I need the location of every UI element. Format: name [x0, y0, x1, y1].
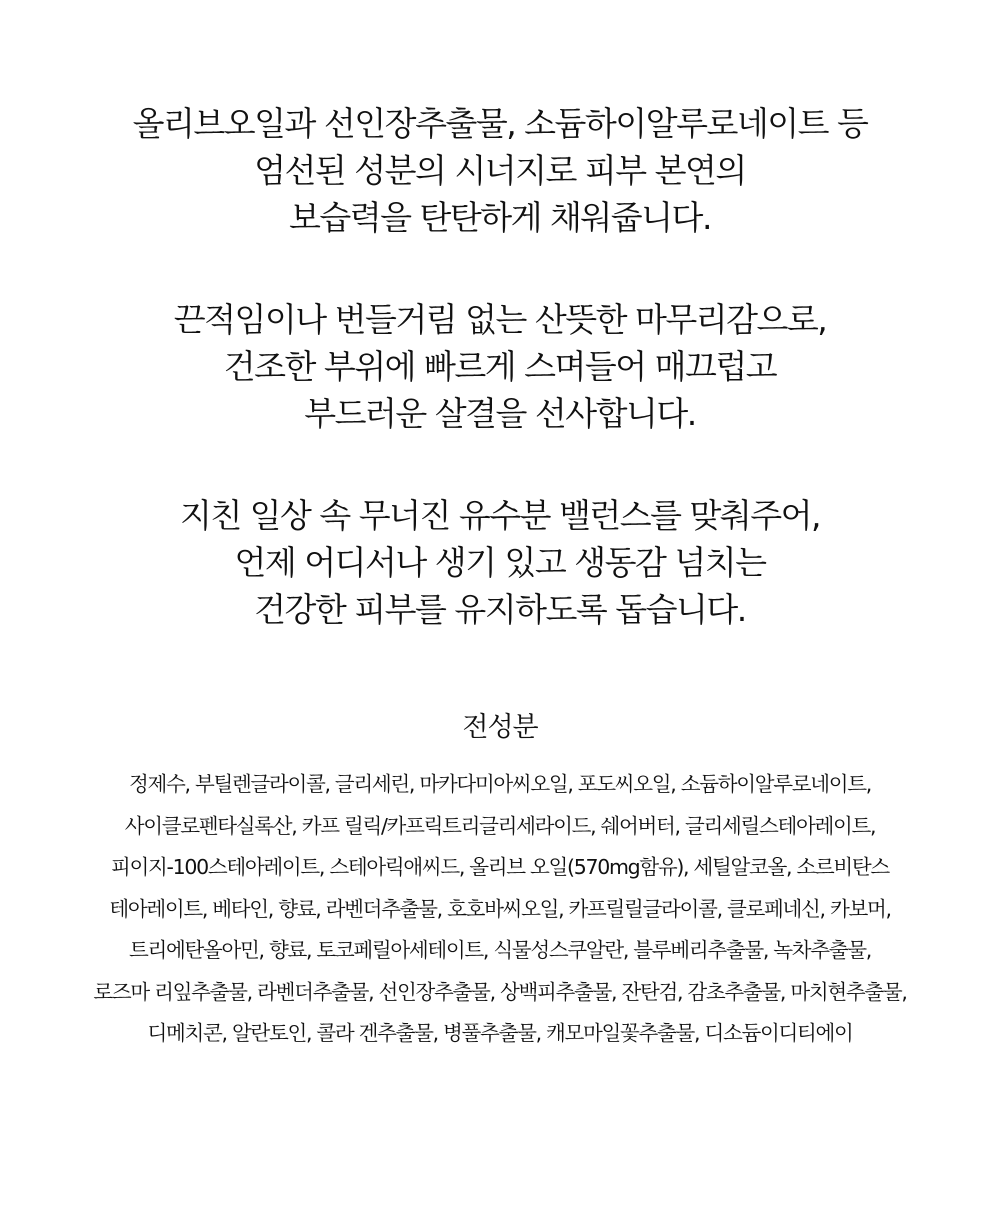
ingredients-line: 테아레이트, 베타인, 향료, 라벤더추출물, 호호바씨오일, 카프릴릴글라이콜, 클로페네신, 카보머,	[109, 896, 891, 921]
intro-line: 올리브오일과 선인장추출물, 소듐하이알루로네이트 등	[132, 104, 868, 143]
intro-line: 끈적임이나 번들거림 없는 산뜻한 마무리감으로,	[173, 300, 827, 339]
intro-line: 건강한 피부를 유지하도록 돕습니다.	[254, 590, 746, 629]
intro-line: 엄선된 성분의 시너지로 피부 본연의	[254, 151, 746, 190]
ingredients-title: 전성분	[462, 712, 538, 743]
ingredients-line: 트리에탄올아민, 향료, 토코페릴아세테이트, 식물성스쿠알란, 블루베리추출물, 녹차추출물,	[129, 938, 871, 962]
ingredients-line: 피이지-100스테아레이트, 스테아릭애씨드, 올리브 오일(570mg함유), 세틸알코올, 소르비탄스	[111, 855, 889, 879]
intro-section	[0, 100, 1000, 688]
intro-paragraph-1	[0, 100, 1000, 241]
intro-line: 부드러운 살결을 선사합니다.	[304, 394, 696, 433]
ingredients-line: 디메치콘, 알란토인, 콜라 겐추출물, 병풀추출물, 캐모마일꽃추출물, 디소듐이디티에이	[147, 1021, 853, 1045]
intro-line: 보습력을 탄탄하게 채워줍니다.	[289, 198, 711, 237]
intro-paragraph-3	[0, 492, 1000, 633]
ingredients-line: 로즈마 리잎추출물, 라벤더추출물, 선인장추출물, 상백피추출물, 잔탄검, 감초추출물, 마치현추출물,	[93, 979, 907, 1004]
intro-line: 건조한 부위에 빠르게 스며들어 매끄럽고	[223, 347, 777, 386]
intro-line: 지친 일상 속 무너진 유수분 밸런스를 맞춰주어,	[179, 496, 821, 535]
ingredients-line: 정제수, 부틸렌글라이콜, 글리세린, 마카다미아씨오일, 포도씨오일, 소듐하이알루로네이트,	[129, 772, 871, 796]
ingredients-line: 사이클로펜타실록산, 카프 릴릭/카프릭트리글리세라이드, 쉐어버터, 글리세릴스테아레이트,	[124, 813, 876, 838]
ingredients-section	[0, 708, 1000, 1055]
intro-line: 언제 어디서나 생기 있고 생동감 넘치는	[234, 543, 766, 582]
intro-paragraph-2	[0, 296, 1000, 437]
